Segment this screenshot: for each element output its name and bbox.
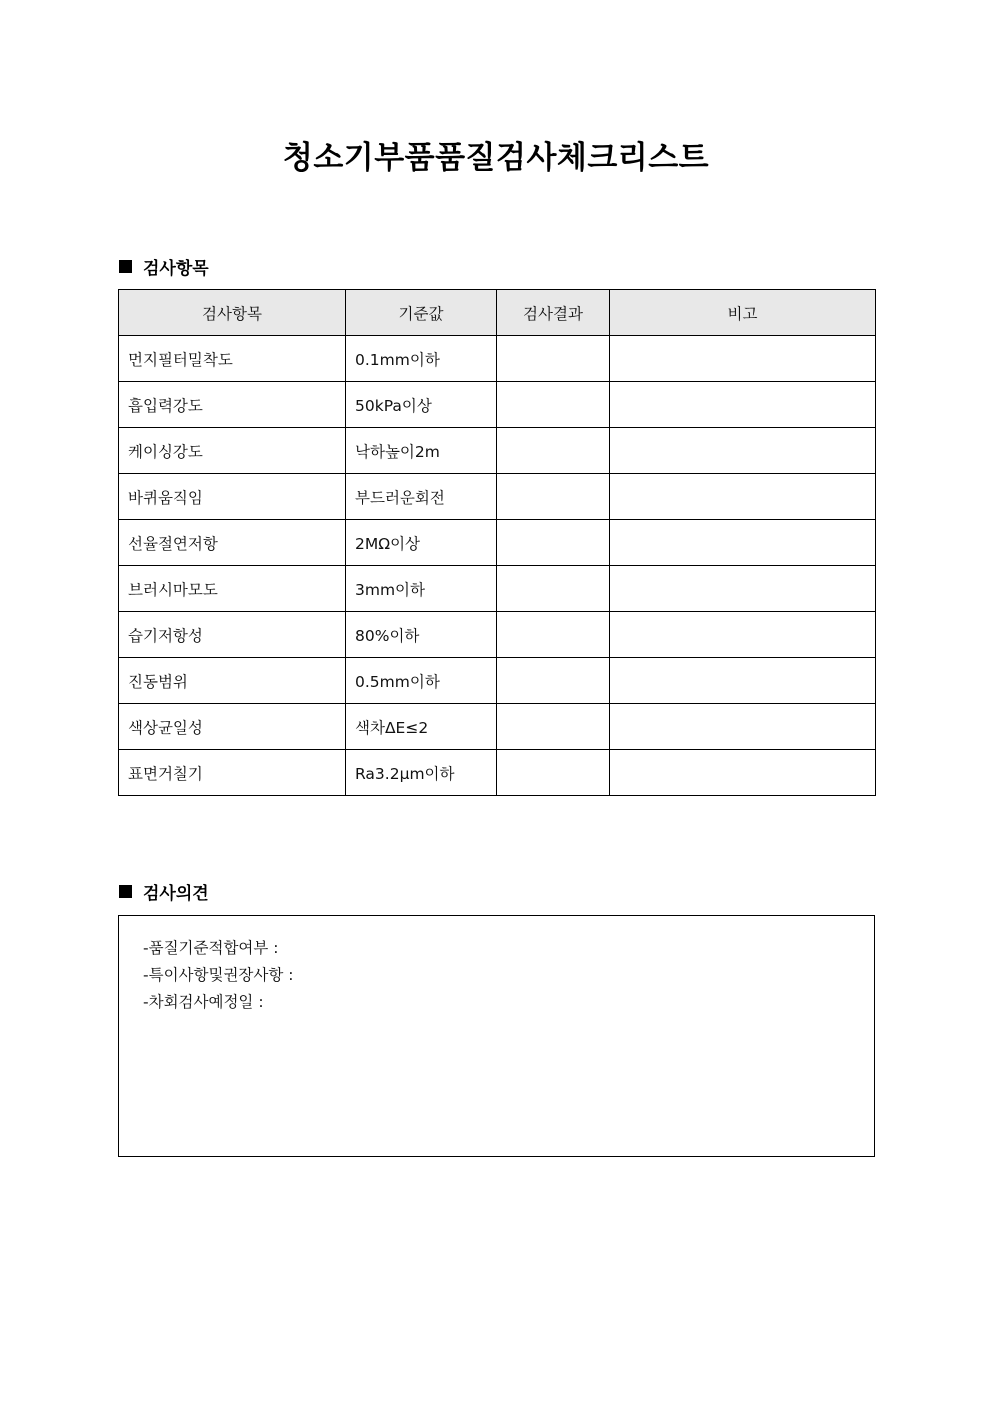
column-header-item: 검사항목 (119, 290, 346, 336)
note-cell[interactable] (610, 658, 876, 704)
table-row (119, 474, 876, 520)
opinion-line-remarks: -특이사항및권장사항 : (143, 966, 294, 984)
note-cell[interactable] (610, 520, 876, 566)
square-bullet-icon (119, 260, 132, 273)
table-row (119, 428, 876, 474)
item-cell: 먼지필터밀착도 (119, 336, 346, 382)
standard-cell: 색차ΔE≤2 (346, 704, 497, 750)
result-cell[interactable] (497, 566, 610, 612)
opinion-heading-label: 검사의견 (143, 884, 209, 904)
result-cell[interactable] (497, 382, 610, 428)
note-cell[interactable] (610, 474, 876, 520)
item-cell: 케이싱강도 (119, 428, 346, 474)
note-cell[interactable] (610, 428, 876, 474)
opinion-line-next-inspection: -차회검사예정일 : (143, 993, 264, 1011)
note-cell[interactable] (610, 336, 876, 382)
item-cell: 색상균일성 (119, 704, 346, 750)
standard-cell: 2MΩ이상 (346, 520, 497, 566)
table-row (119, 612, 876, 658)
item-cell: 흡입력강도 (119, 382, 346, 428)
note-cell[interactable] (610, 750, 876, 796)
result-cell[interactable] (497, 520, 610, 566)
table-row (119, 566, 876, 612)
note-cell[interactable] (610, 566, 876, 612)
standard-cell: 0.5mm이하 (346, 658, 497, 704)
table-row (119, 658, 876, 704)
standard-cell: 3mm이하 (346, 566, 497, 612)
standard-cell: 50kPa이상 (346, 382, 497, 428)
opinion-line-compliance: -품질기준적합여부 : (143, 939, 279, 957)
note-cell[interactable] (610, 382, 876, 428)
item-cell: 브러시마모도 (119, 566, 346, 612)
result-cell[interactable] (497, 336, 610, 382)
standard-cell: 낙하높이2m (346, 428, 497, 474)
table-row (119, 382, 876, 428)
result-cell[interactable] (497, 428, 610, 474)
column-header-note: 비고 (610, 290, 876, 336)
item-cell: 진동범위 (119, 658, 346, 704)
column-header-standard: 기준값 (346, 290, 497, 336)
opinion-section-heading (119, 879, 209, 904)
item-cell: 표면거칠기 (119, 750, 346, 796)
table-row (119, 520, 876, 566)
standard-cell: 부드러운회전 (346, 474, 497, 520)
table-header-row (119, 290, 876, 336)
result-cell[interactable] (497, 474, 610, 520)
table-row (119, 704, 876, 750)
note-cell[interactable] (610, 704, 876, 750)
inspection-heading-label: 검사항목 (143, 259, 209, 279)
standard-cell: 0.1mm이하 (346, 336, 497, 382)
standard-cell: Ra3.2μm이하 (346, 750, 497, 796)
item-cell: 습기저항성 (119, 612, 346, 658)
result-cell[interactable] (497, 612, 610, 658)
table-row (119, 750, 876, 796)
note-cell[interactable] (610, 612, 876, 658)
item-cell: 선율절연저항 (119, 520, 346, 566)
result-cell[interactable] (497, 704, 610, 750)
table-row (119, 336, 876, 382)
item-cell: 바퀴움직임 (119, 474, 346, 520)
square-bullet-icon (119, 885, 132, 898)
result-cell[interactable] (497, 750, 610, 796)
inspection-table (118, 289, 876, 796)
column-header-result: 검사결과 (497, 290, 610, 336)
inspection-section-heading (119, 254, 209, 279)
document-title: 청소기부품품질검사체크리스트 (282, 140, 710, 176)
result-cell[interactable] (497, 658, 610, 704)
standard-cell: 80%이하 (346, 612, 497, 658)
opinion-box[interactable] (118, 915, 875, 1157)
